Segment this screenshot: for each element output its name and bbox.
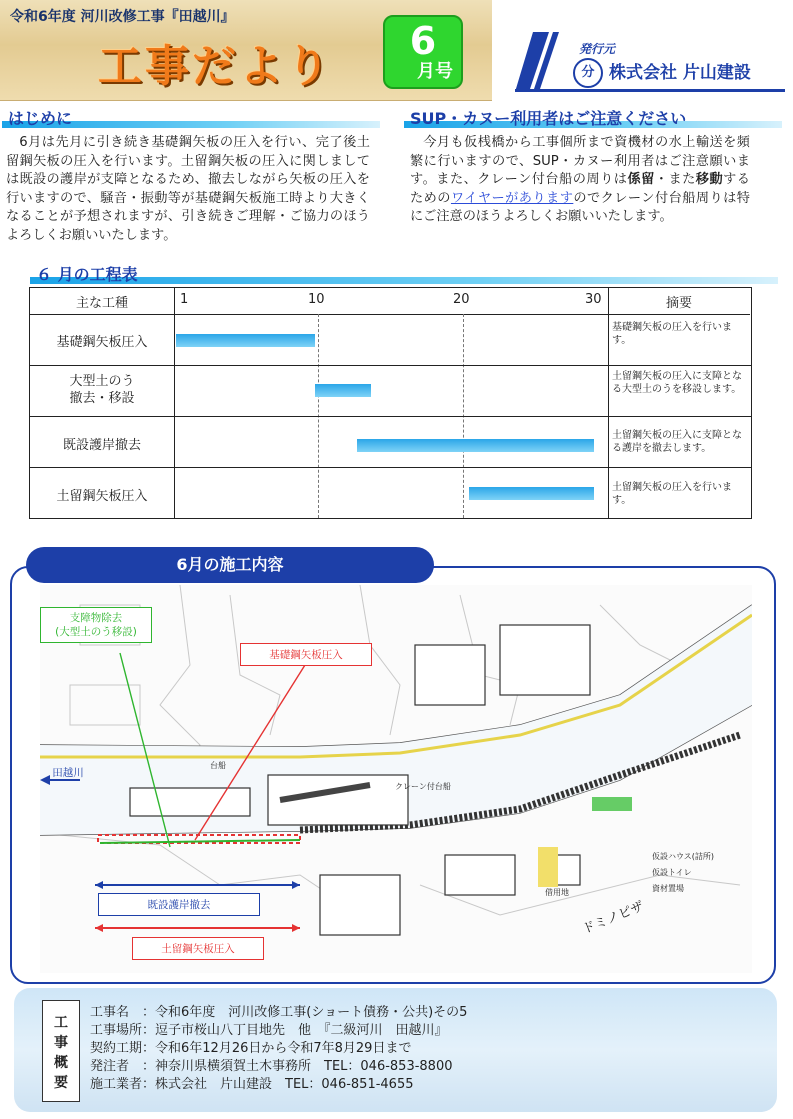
map-label-toilet: 仮設トイレ bbox=[652, 868, 692, 877]
gantt-bar-revetment bbox=[357, 439, 594, 452]
day-tick: 1 bbox=[180, 292, 189, 307]
overview-line: 工事場所：逗子市桜山八丁目地先 他 『二級河川 田越川』 bbox=[90, 1023, 448, 1038]
map-label-road: ドミノピザ bbox=[580, 899, 647, 938]
callout-sandbag: 支障物除去 (大型土のう移設) bbox=[40, 607, 152, 643]
overview-line: 工事名 ：令和6年度 河川改修工事(ショート債務・公共)その5 bbox=[90, 1005, 468, 1020]
col-divider bbox=[608, 288, 609, 518]
row-name: 既設護岸撤去 bbox=[62, 438, 141, 453]
notice-heading: SUP・カヌー利用者はご注意ください bbox=[404, 106, 782, 128]
callout-retaining-pile: 土留鋼矢板圧入 bbox=[132, 937, 264, 960]
notice-bold-moving: 移動 bbox=[695, 172, 724, 188]
map-label-crane-barge: クレーン付台船 bbox=[395, 782, 451, 791]
project-overview bbox=[14, 988, 777, 1112]
notice-bold-mooring: 係留 bbox=[627, 172, 655, 188]
row-note: 土留鋼矢板の圧入に支障となる大型土のうを移設します。 bbox=[612, 371, 742, 395]
col-work-header: 主な工種 bbox=[75, 296, 128, 311]
works-heading: 6月の施工内容 bbox=[26, 547, 434, 583]
map-label-storage: 資材置場 bbox=[652, 884, 684, 893]
map-label-pontoon: 台船 bbox=[210, 761, 226, 770]
callout-revetment: 既設護岸撤去 bbox=[98, 893, 260, 916]
project-subtitle: 令和6年度 河川改修工事『田越川』 bbox=[10, 9, 235, 25]
overview-line: 契約工期：令和6年12月26日から令和7年8月29日まで bbox=[90, 1041, 412, 1056]
row-note: 土留鋼矢板の圧入に支障となる護岸を撤去します。 bbox=[612, 430, 742, 454]
publisher-label: 発行元 bbox=[579, 42, 616, 56]
gantt-bar-sandbag bbox=[315, 384, 371, 397]
overview-title: 工事概要 bbox=[42, 1000, 80, 1102]
row-name: 基礎鋼矢板圧入 bbox=[56, 335, 148, 350]
day-tick: 20 bbox=[453, 292, 470, 307]
row-note: 土留鋼矢板の圧入を行います。 bbox=[612, 482, 732, 506]
header-banner bbox=[0, 0, 492, 101]
schedule-table bbox=[29, 287, 752, 519]
gantt-bar-retaining-pile bbox=[469, 487, 594, 500]
notice-body: 今月も仮桟橋から工事個所まで資機材の水上輸送を頻繁に行いますので、SUP・カヌー利用者はご注意願います。また、クレーン付台船の周りは係留・また移動するためのワイヤーがありますのでクレーン付台船周りは特にご注意のほうよろしくお願いいたします。 bbox=[410, 135, 750, 225]
publisher-block bbox=[515, 32, 785, 92]
col-note-header: 摘要 bbox=[665, 296, 692, 311]
callout-river: 田越川 bbox=[52, 767, 84, 779]
issue-number: 6 bbox=[409, 19, 437, 63]
site-plan-map bbox=[40, 585, 752, 973]
overview-line: 発注者 ：神奈川県横須賀土木事務所 TEL：046-853-8800 bbox=[90, 1059, 453, 1074]
overview-details bbox=[90, 1004, 467, 1094]
company-logo-icon: 分 bbox=[573, 58, 603, 88]
publisher-company: 株式会社 片山建設 bbox=[609, 63, 751, 83]
callout-base-pile: 基礎鋼矢板圧入 bbox=[240, 643, 372, 666]
day-tick: 10 bbox=[308, 292, 325, 307]
newsletter-title: 工事だより bbox=[98, 41, 333, 92]
overview-line: 施工業者：株式会社 片山建設 TEL：046-851-4655 bbox=[90, 1077, 414, 1092]
row-name: 大型土のう 撤去・移設 bbox=[69, 374, 135, 406]
day-tick: 30 bbox=[585, 292, 602, 307]
issue-unit: 月号 bbox=[417, 61, 453, 82]
schedule-heading: ６ 月の工程表 bbox=[30, 262, 778, 284]
issue-badge bbox=[383, 15, 463, 89]
notice-wire-link: ワイヤーがあります bbox=[450, 190, 574, 206]
map-label-site-house: 仮設ハウス(詰所) bbox=[652, 852, 715, 861]
map-label-parking: 借用地 bbox=[545, 888, 569, 897]
intro-heading: はじめに bbox=[2, 106, 380, 128]
row-name: 土留鋼矢板圧入 bbox=[56, 489, 148, 504]
row-note: 基礎鋼矢板の圧入を行います。 bbox=[612, 322, 732, 346]
col-divider bbox=[174, 288, 175, 518]
gantt-bar-base-pile bbox=[176, 334, 315, 347]
intro-body: 6月は先月に引き続き基礎鋼矢板の圧入を行い、完了後土留鋼矢板の圧入を行います。土留鋼矢板の圧入に関しましては既設の護岸が支障となるため、撤去しながら矢板の圧入を行いますので、騒音・振動等が基礎鋼矢板施工時より大きくなることが予想されますが、引き続きご理解・ご協力のほうよろしくお願いいたします。 bbox=[6, 135, 370, 243]
